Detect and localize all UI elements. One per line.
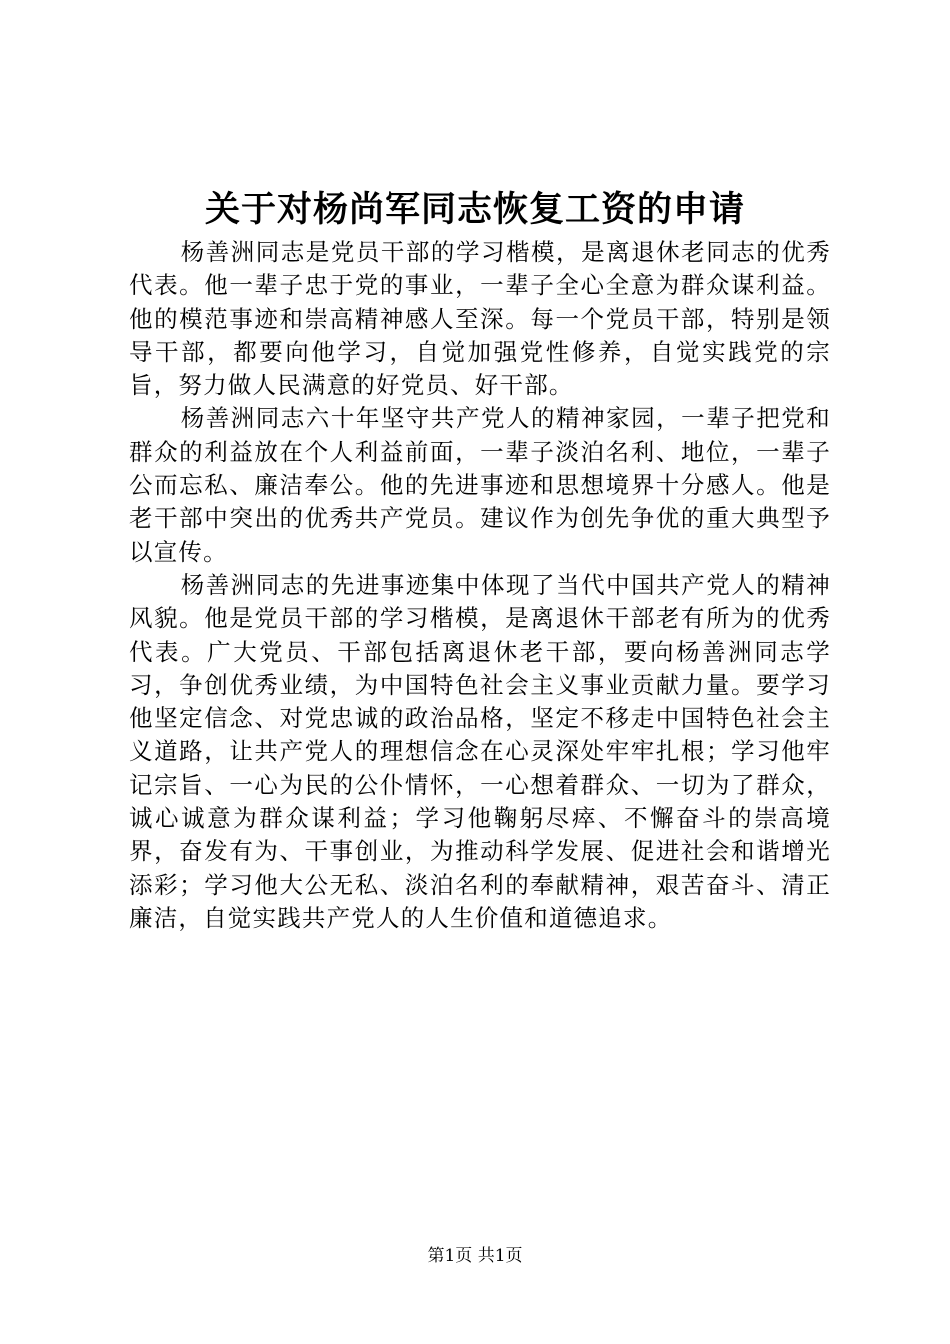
page-number: 第1页 [427, 1246, 473, 1266]
page-total: 共1页 [477, 1246, 523, 1266]
paragraph-3: 杨善洲同志的先进事迹集中体现了当代中国共产党人的精神风貌。他是党员干部的学习楷模，是离退休干部老有所为的优秀代表。广大党员、干部包括离退休老干部，要向杨善洲同志学习，争创优秀业绩，为中国特色社会主义事业贡献力量。要学习他坚定信念、对党忠诚的政治品格，坚定不移走中国特色社会主义道路，让共产党人的理想信念在心灵深处牢牢扎根；学习他牢记宗旨、一心为民的公仆情怀，一心想着群众、一切为了群众，诚心诚意为群众谋利益；学习他鞠躬尽瘁、不懈奋斗的崇高境界，奋发有为、干事创业，为推动科学发展、促进社会和谐增光添彩；学习他大公无私、淡泊名利的奉献精神，艰苦奋斗、清正廉洁，自觉实践共产党人的人生价值和道德追求。 [129, 570, 831, 932]
paragraph-2: 杨善洲同志六十年坚守共产党人的精神家园，一辈子把党和群众的利益放在个人利益前面，一辈子淡泊名利、地位，一辈子公而忘私、廉洁奉公。他的先进事迹和思想境界十分感人。他是老干部中突出的优秀共产党员。建议作为创先争优的重大典型予以宣传。 [129, 404, 831, 566]
document-title: 关于对杨尚军同志恢复工资的申请 [204, 189, 745, 230]
page-footer [0, 1244, 950, 1268]
document-body [129, 236, 831, 935]
paragraph-1: 杨善洲同志是党员干部的学习楷模，是离退休老同志的优秀代表。他一辈子忠于党的事业，一辈子全心全意为群众谋利益。他的模范事迹和崇高精神感人至深。每一个党员干部，特别是领导干部，都要向他学习，自觉加强党性修养，自觉实践党的宗旨，努力做人民满意的好党员、好干部。 [129, 238, 831, 400]
